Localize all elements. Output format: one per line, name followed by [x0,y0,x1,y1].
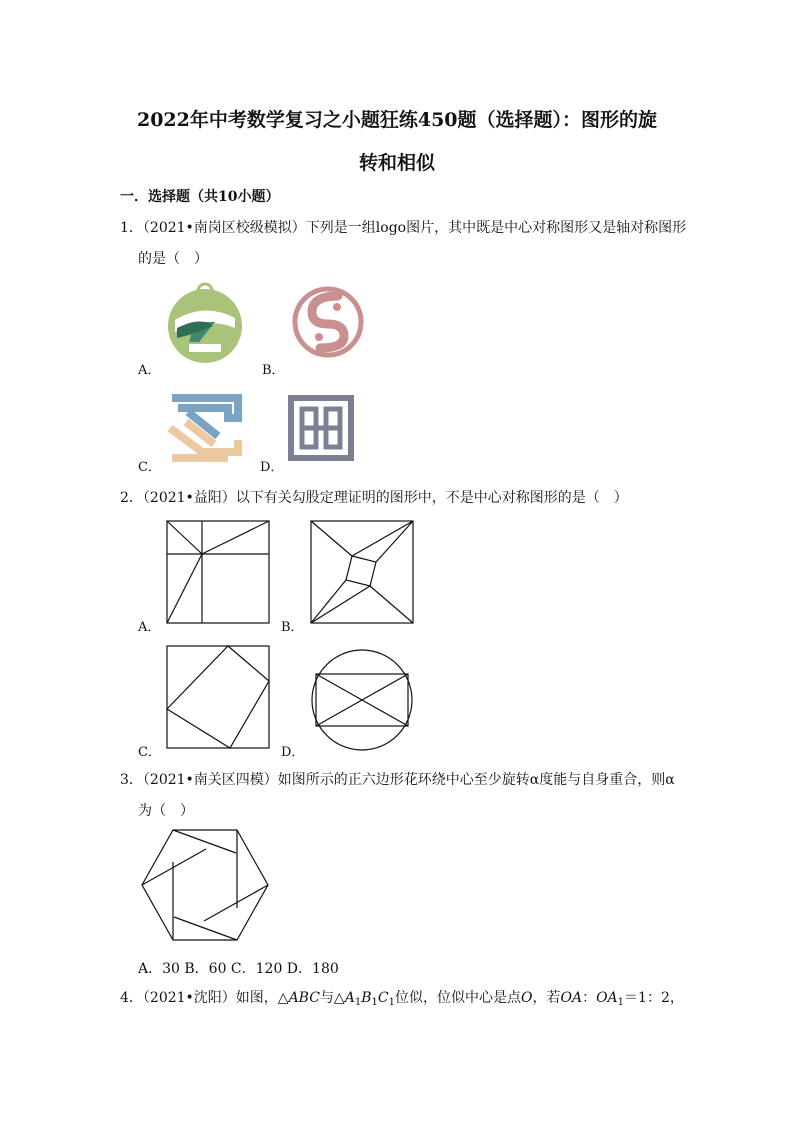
pythagoras-figure-a [166,520,270,624]
hexagon-flower-figure [141,828,269,942]
q2-option-a-label: A． [138,620,161,635]
q4-colon: ： [582,990,597,1006]
logo-a-figure [165,282,245,364]
q4-text-tail2: ，若 [532,990,561,1006]
q1-option-d-label: D． [260,460,284,475]
question-3-answers: A．30 B．60 C．120 D．180 [138,961,339,977]
question-2-text: 2．（2021•益阳）以下有关勾股定理证明的图形中，不是中心对称图形的是（ ） [120,490,628,506]
q4-point-a1: A [344,990,355,1006]
q4-sub-a: 1 [354,997,362,1008]
q4-ratio: ＝1：2， [624,990,684,1006]
q4-point-c1: C [377,990,389,1006]
q2-option-d-label: D． [281,745,305,760]
q1-option-b-label: B． [262,363,285,378]
question-3-text-cont: 为（ ） [138,803,194,819]
question-4-text [120,988,684,1013]
pythagoras-figure-d [310,648,414,752]
logo-c-figure [166,392,244,464]
q2-option-b-label: B． [281,620,304,635]
q4-point-b1: B [361,990,372,1006]
section-heading: 一．选择题（共10小题） [120,189,280,205]
q4-point-o: O [520,990,533,1006]
q4-sub-c: 1 [388,997,395,1008]
q4-segment-oa1: OA [596,990,618,1006]
q2-option-c-label: C． [138,745,161,760]
logo-d-figure [288,395,354,461]
question-3-text: 3．（2021•南关区四模）如图所示的正六边形花环绕中心至少旋转α度能与自身重合，则α [120,772,675,788]
q4-segment-oa: OA [560,990,583,1006]
logo-b-figure [290,282,366,362]
question-1-text: 1．（2021•南岗区校级模拟）下列是一组logo图片，其中既是中心对称图形又是轴对称图形 [120,220,687,236]
q4-sub-b: 1 [371,997,378,1008]
q1-option-c-label: C． [138,460,161,475]
page-title-line-2: 转和相似 [358,152,435,174]
q4-text-tail1: 位似，位似中心是点 [394,990,521,1006]
pythagoras-figure-b [310,520,414,624]
q4-triangle-abc: ABC [288,990,320,1006]
page-title-line-1: 2022年中考数学复习之小题狂练450题（选择题）：图形的旋 [136,109,658,131]
pythagoras-figure-c [166,645,270,749]
question-1-text-cont: 的是（ ） [138,251,208,267]
q4-text-mid: 与△ [319,990,345,1006]
q4-sub-oa1: 1 [617,997,625,1008]
q1-option-a-label: A． [138,363,161,378]
q4-text-lead: 4．（2021•沈阳）如图，△ [120,990,289,1006]
